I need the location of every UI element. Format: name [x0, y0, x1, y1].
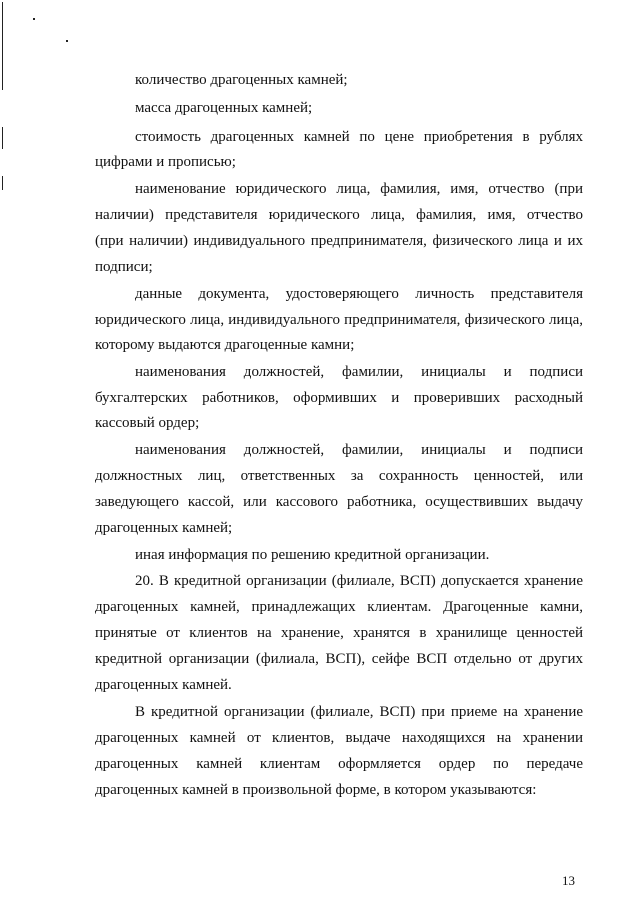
text-line: драгоценных камней, принадлежащих клиентам. Драгоценные камни, — [95, 599, 583, 615]
text-line: стоимость драгоценных камней по цене приобретения в рублях — [135, 129, 583, 145]
text-line: (при наличии) индивидуального предпринимателя, физического лица и их — [95, 233, 583, 249]
text-line: количество драгоценных камней; — [135, 72, 348, 88]
text-line: цифрами и прописью; — [95, 154, 236, 170]
text-line: кредитной организации (филиала, ВСП), сейфе ВСП отдельно от других — [95, 651, 583, 667]
text-line: подписи; — [95, 259, 153, 275]
text-line: наименования должностей, фамилии, инициалы и подписи — [135, 364, 583, 380]
text-line: драгоценных камней от клиентов, выдаче находящихся на хранении — [95, 730, 583, 746]
text-line: наличии) представителя юридического лица, фамилия, имя, отчество — [95, 207, 583, 223]
text-line: 20. В кредитной организации (филиале, ВСП) допускается хранение — [135, 573, 583, 589]
text-line: которому выдаются драгоценные камни; — [95, 337, 355, 353]
text-line: драгоценных камней; — [95, 520, 233, 536]
text-line: кассовый ордер; — [95, 415, 200, 431]
scan-dot — [66, 40, 68, 42]
text-line: драгоценных камней в произвольной форме, в котором указываются: — [95, 782, 537, 798]
scan-dot — [33, 18, 35, 20]
scan-margin-mark — [2, 176, 3, 190]
page-number: 13 — [562, 873, 575, 888]
text-line: данные документа, удостоверяющего личность представителя — [135, 286, 583, 302]
scan-margin-mark — [2, 2, 3, 90]
text-line: наименование юридического лица, фамилия, имя, отчество (при — [135, 181, 583, 197]
scan-margin-mark — [2, 127, 3, 149]
text-line: иная информация по решению кредитной организации. — [135, 547, 490, 563]
text-line: бухгалтерских работников, оформивших и проверивших расходный — [95, 390, 583, 406]
text-line: принятые от клиентов на хранение, хранятся в хранилище ценностей — [95, 625, 583, 641]
text-line: масса драгоценных камней; — [135, 100, 313, 116]
text-line: драгоценных камней. — [95, 677, 232, 693]
text-line: заведующего кассой, или кассового работника, осуществивших выдачу — [95, 494, 583, 510]
text-line: драгоценных камней клиентам оформляется ордер по передаче — [95, 756, 583, 772]
text-line: В кредитной организации (филиале, ВСП) при приеме на хранение — [135, 704, 583, 720]
text-line: наименования должностей, фамилии, инициалы и подписи — [135, 442, 583, 458]
text-line: юридического лица, индивидуального предпринимателя, физического лица, — [95, 312, 583, 328]
text-line: должностных лиц, ответственных за сохранность ценностей, или — [95, 468, 583, 484]
